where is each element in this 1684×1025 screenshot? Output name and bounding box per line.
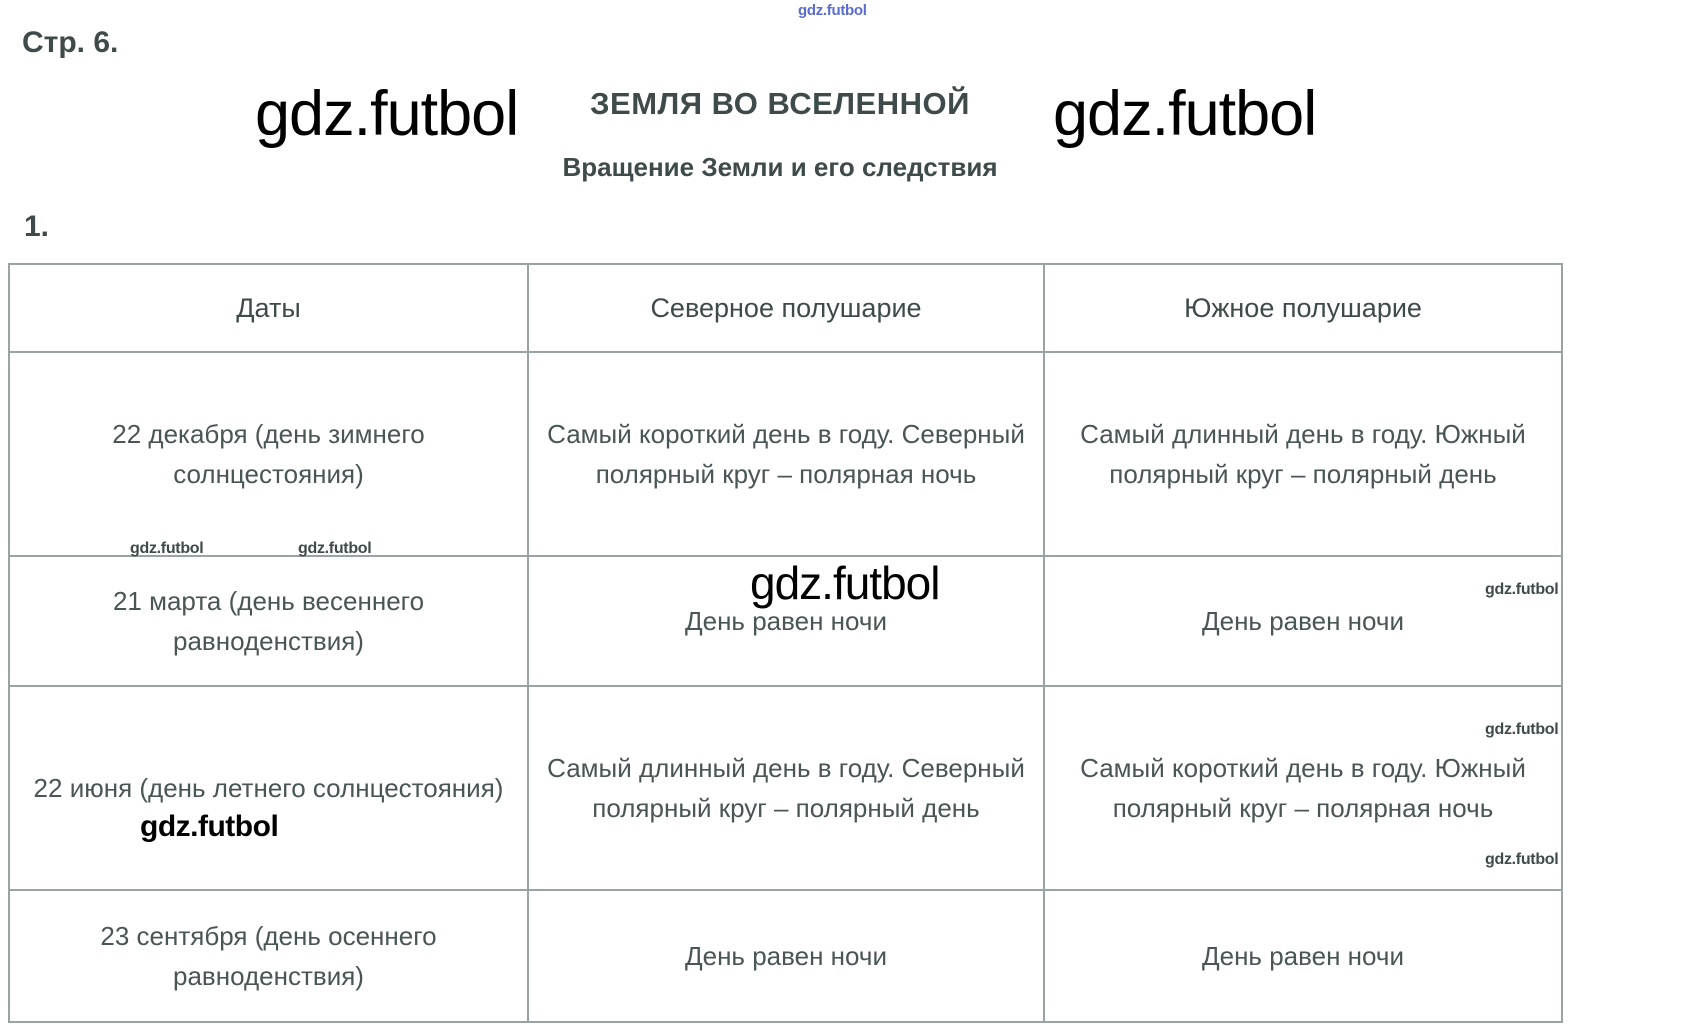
watermark-lower-left: gdz.futbol bbox=[140, 810, 279, 843]
cell-north: День равен ночи bbox=[528, 556, 1044, 686]
column-header-dates: Даты bbox=[9, 264, 528, 352]
cell-south: День равен ночи bbox=[1044, 556, 1562, 686]
table-row bbox=[9, 352, 1562, 556]
column-header-northern: Северное полушарие bbox=[528, 264, 1044, 352]
table-row bbox=[9, 686, 1562, 890]
cell-south: Самый длинный день в году. Южный полярный круг – полярный день bbox=[1044, 352, 1562, 556]
watermark-top: gdz.futbol bbox=[798, 2, 867, 19]
watermark-middle: gdz.futbol bbox=[750, 557, 940, 609]
cell-south: День равен ночи bbox=[1044, 890, 1562, 1022]
watermark-tiny-d: gdz.futbol bbox=[1485, 721, 1559, 738]
cell-north: День равен ночи bbox=[528, 890, 1044, 1022]
watermark-tiny-c: gdz.futbol bbox=[1485, 581, 1559, 598]
table-row bbox=[9, 556, 1562, 686]
cell-date: 23 сентября (день осеннего равноденствия) bbox=[9, 890, 528, 1022]
cell-north: Самый длинный день в году. Северный полярный круг – полярный день bbox=[528, 686, 1044, 890]
page-title: ЗЕМЛЯ ВО ВСЕЛЕННОЙ bbox=[590, 86, 970, 121]
cell-date: 21 марта (день весеннего равноденствия) bbox=[9, 556, 528, 686]
exercise-number: 1. bbox=[24, 210, 50, 243]
watermark-big-right: gdz.futbol bbox=[1053, 79, 1317, 149]
cell-south: Самый короткий день в году. Южный полярный круг – полярная ночь bbox=[1044, 686, 1562, 890]
page-label: Стр. 6. bbox=[22, 26, 119, 59]
cell-date: 22 декабря (день зимнего солнцестояния) bbox=[9, 352, 528, 556]
cell-date: 22 июня (день летнего солнцестояния) bbox=[9, 686, 528, 890]
table-header-row bbox=[9, 264, 1562, 352]
watermark-tiny-a: gdz.futbol bbox=[130, 540, 204, 557]
answer-table bbox=[8, 263, 1563, 1023]
answer-table-wrapper bbox=[8, 263, 1561, 1023]
watermark-tiny-e: gdz.futbol bbox=[1485, 851, 1559, 868]
watermark-big-left: gdz.futbol bbox=[255, 79, 519, 149]
watermark-tiny-b: gdz.futbol bbox=[298, 540, 372, 557]
table-row bbox=[9, 890, 1562, 1022]
column-header-southern: Южное полушарие bbox=[1044, 264, 1562, 352]
page-subtitle: Вращение Земли и его следствия bbox=[562, 152, 998, 182]
cell-north: Самый короткий день в году. Северный полярный круг – полярная ночь bbox=[528, 352, 1044, 556]
